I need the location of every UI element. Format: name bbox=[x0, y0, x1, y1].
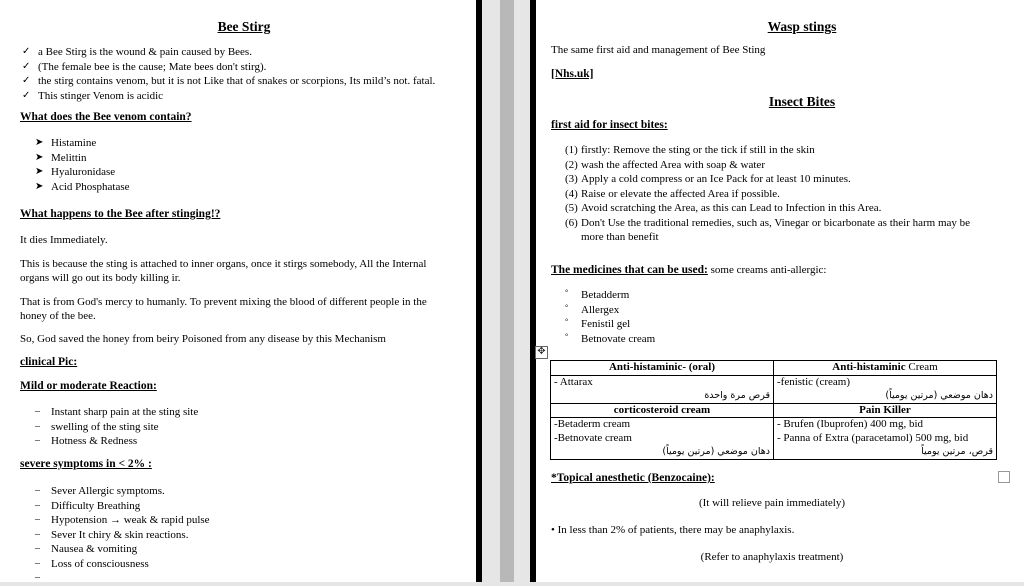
table-header: corticosteroid cream bbox=[551, 403, 774, 418]
list-item: more than benefit bbox=[581, 231, 659, 243]
list-item: ✓ This stinger Venom is acidic bbox=[22, 89, 164, 102]
list-item: (5) Avoid scratching the Area, as this can Lead to Infection in this Area. bbox=[565, 202, 882, 214]
dash-bullet-icon: – bbox=[35, 557, 40, 569]
anaphylaxis-note: • In less than 2% of patients, there may be anaphylaxis. bbox=[551, 524, 795, 536]
check-icon: ✓ bbox=[22, 75, 31, 86]
dash-bullet-icon: – bbox=[35, 485, 40, 496]
mild-heading: Mild or moderate Reaction: bbox=[20, 380, 157, 392]
arrow-bullet-icon: ➤ bbox=[35, 151, 44, 163]
venom-list bbox=[35, 136, 130, 194]
bee-intro-list bbox=[22, 45, 436, 103]
medicines-tail: some creams anti-allergic: bbox=[710, 264, 827, 276]
table-header: Anti-histaminic Cream bbox=[774, 361, 997, 376]
page-edge bbox=[476, 0, 482, 582]
page-gap bbox=[500, 0, 514, 582]
table-move-handle-icon[interactable]: ✥ bbox=[535, 346, 548, 359]
list-item: ➤ Acid Phosphatase bbox=[35, 180, 130, 193]
dash-bullet-icon: – bbox=[35, 406, 40, 417]
dash-bullet-icon: – bbox=[35, 528, 40, 540]
list-item: – Nausea & vomiting bbox=[35, 543, 138, 555]
table-cell: - Brufen (Ibuprofen) 400 mg, bid - Panna of Extra (paracetamol) 500 mg, bid قرص، مرتين يومياً bbox=[774, 418, 997, 460]
list-item: – Loss of consciousness bbox=[35, 557, 149, 570]
check-icon: ✓ bbox=[22, 46, 31, 57]
list-item: ° Fenistil gel bbox=[565, 317, 631, 330]
list-item: ➤ Histamine bbox=[35, 137, 97, 149]
list-item: (1) firstly: Remove the sting or the tick if still in the skin bbox=[565, 144, 815, 156]
first-aid-heading: first aid for insect bites: bbox=[551, 119, 668, 131]
table-header: Anti-histaminic- (oral) bbox=[551, 361, 774, 376]
circle-bullet-icon: ° bbox=[565, 317, 569, 326]
arrow-bullet-icon: ➤ bbox=[35, 180, 44, 192]
clinical-heading: clinical Pic: bbox=[20, 356, 78, 368]
list-item: – Difficulty Breathing bbox=[35, 499, 141, 512]
list-item: (6) Don't Use the traditional remedies, such as, Vinegar or bicarbonate as their harm may be bbox=[565, 216, 971, 229]
paragraph: It dies Immediately. bbox=[20, 234, 108, 246]
table-cell: -Betaderm cream -Betnovate cream دهان موضعي (مرتين يومياً) bbox=[551, 418, 774, 460]
bee-sting-title: Bee Stirg bbox=[217, 19, 271, 34]
wasp-stings-title: Wasp stings bbox=[767, 19, 837, 34]
medicines-line bbox=[551, 264, 826, 276]
medicines-heading: The medicines that can be used: bbox=[551, 264, 708, 276]
table-header: Pain Killer bbox=[774, 403, 997, 418]
list-item: – Hotness & Redness bbox=[35, 435, 138, 447]
severe-list bbox=[35, 484, 210, 583]
arrow-bullet-icon: ➤ bbox=[35, 137, 44, 148]
topical-heading: *Topical anesthetic (Benzocaine): bbox=[551, 472, 715, 484]
mild-list bbox=[35, 405, 199, 449]
list-item: ° Allergex bbox=[565, 302, 620, 316]
medicines-table bbox=[550, 360, 997, 460]
dash-bullet-icon: – bbox=[35, 543, 40, 554]
table-cell: -fenistic (cream) دهان موضعي (مرتين يومياً) bbox=[774, 375, 997, 403]
creams-list bbox=[565, 288, 656, 346]
circle-bullet-icon: ° bbox=[565, 302, 569, 312]
paragraph: This is because the sting is attached to inner organs, once it stirgs somebody, All the Internal bbox=[20, 258, 427, 270]
list-item: ° Betnovate cream bbox=[565, 331, 656, 345]
topical-note: (It will relieve pain immediately) bbox=[698, 497, 845, 509]
list-item: ✓ a Bee Stirg is the wound & pain caused by Bees. bbox=[22, 46, 252, 58]
venom-heading: What does the Bee venom contain? bbox=[20, 111, 192, 123]
source-link[interactable]: [Nhs.uk] bbox=[551, 68, 594, 80]
list-item: (4) Raise or elevate the affected Area if possible. bbox=[565, 187, 780, 200]
list-item: – Sever Allergic symptoms. bbox=[35, 485, 165, 497]
paragraph: honey of the bee. bbox=[20, 310, 96, 322]
first-aid-list bbox=[565, 143, 971, 245]
list-item: – swelling of the sting site bbox=[35, 420, 159, 433]
list-item: ➤ Melittin bbox=[35, 151, 87, 164]
circle-bullet-icon: ° bbox=[565, 331, 569, 341]
list-item: ✓ the stirg contains venom, but it is not Like that of snakes or scorpions, Its mild’s not. fatal. bbox=[22, 75, 436, 87]
list-item: ° Betadderm bbox=[565, 288, 630, 301]
list-item: – Sever It chiry & skin reactions. bbox=[35, 528, 189, 541]
circle-bullet-icon: ° bbox=[565, 288, 569, 297]
table-row bbox=[551, 403, 997, 418]
dash-bullet-icon: – bbox=[35, 572, 40, 583]
dash-bullet-icon: – bbox=[35, 514, 40, 525]
paragraph: So, God saved the honey from beiry Poisoned from any disease by this Mechanism bbox=[20, 333, 386, 345]
check-icon: ✓ bbox=[22, 60, 31, 72]
dash-bullet-icon: – bbox=[35, 420, 40, 432]
refer-note: (Refer to anaphylaxis treatment) bbox=[700, 551, 844, 563]
table-resize-handle[interactable] bbox=[998, 471, 1010, 483]
arrow-bullet-icon: ➤ bbox=[35, 166, 44, 177]
list-item: (2) wash the affected Area with soap & water bbox=[565, 158, 765, 171]
table-cell: - Attarax قرص مرة واحدة bbox=[551, 375, 774, 403]
table-row bbox=[551, 418, 997, 460]
list-item: (3) Apply a cold compress or an Ice Pack for at least 10 minutes. bbox=[565, 173, 851, 185]
insect-bites-title: Insect Bites bbox=[768, 94, 836, 109]
list-item: – Instant sharp pain at the sting site bbox=[35, 406, 199, 418]
dash-bullet-icon: – bbox=[35, 435, 40, 446]
check-icon: ✓ bbox=[22, 89, 31, 101]
list-item: ➤ Hyaluronidase bbox=[35, 166, 116, 178]
list-item: ✓ (The female bee is the cause; Mate bees don't stirg). bbox=[22, 60, 267, 73]
paragraph: The same first aid and management of Bee Sting bbox=[551, 44, 766, 56]
severe-heading: severe symptoms in < 2% : bbox=[20, 458, 152, 470]
table-row bbox=[551, 361, 997, 376]
list-item: – Hypotension → weak & rapid pulse bbox=[35, 514, 210, 526]
paragraph: That is from God's mercy to humanly. To prevent mixing the blood of different people in the bbox=[20, 296, 427, 308]
paragraph: organs will go out its body killing ir. bbox=[20, 272, 181, 284]
after-sting-heading: What happens to the Bee after stinging!? bbox=[20, 208, 221, 220]
table-row bbox=[551, 375, 997, 403]
dash-bullet-icon: – bbox=[35, 499, 40, 511]
